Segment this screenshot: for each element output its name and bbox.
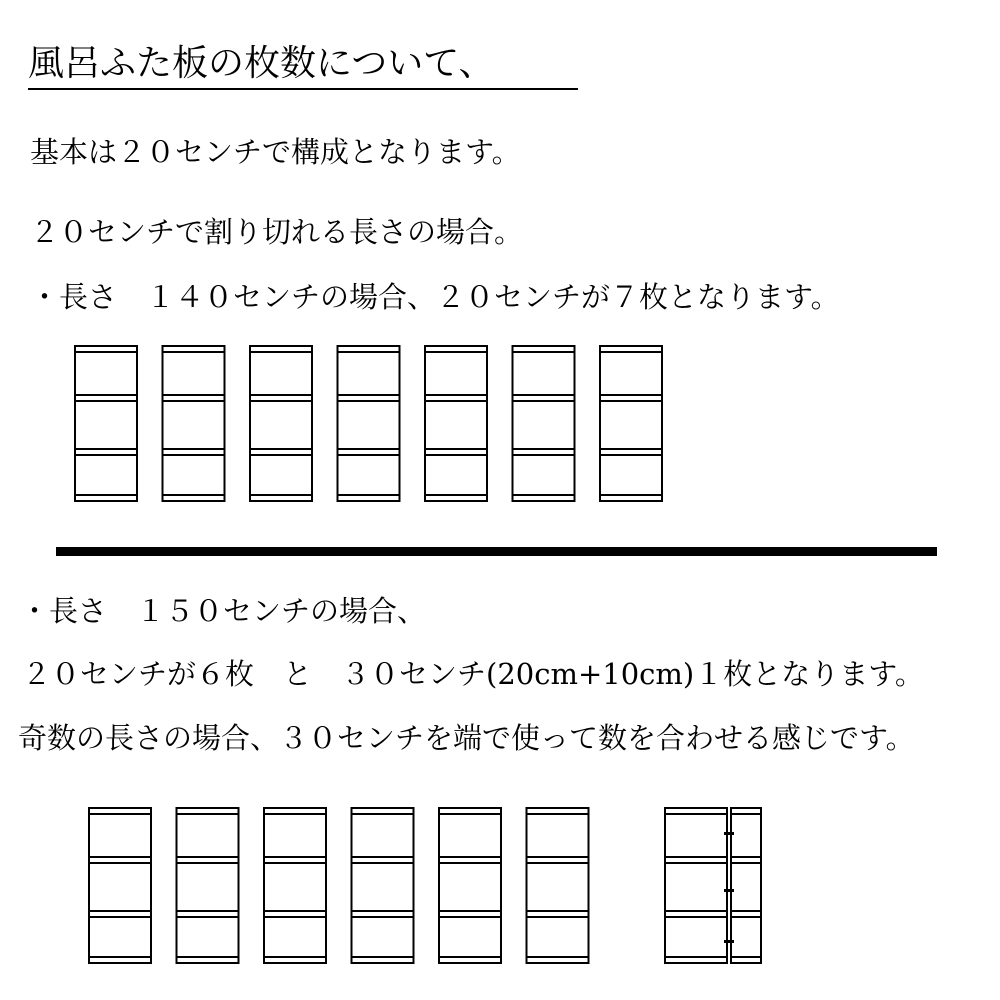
board-20cm: [264, 808, 326, 963]
case-150-detail: ２０センチが６枚 と ３０センチ(20cm+10cm)１枚となります。: [22, 657, 924, 691]
board-20cm: [513, 346, 575, 501]
board-20cm: [338, 346, 400, 501]
hinge-mark: [724, 832, 734, 835]
title-underline: [28, 88, 578, 90]
board-30cm: [665, 808, 761, 963]
case-150-statement: ・長さ １５０センチの場合、: [20, 594, 427, 628]
board-20cm: [527, 808, 589, 963]
hinge-mark: [724, 940, 734, 943]
board-20cm: [163, 346, 225, 501]
case-140-statement: ・長さ １４０センチの場合、２０センチが７枚となります。: [30, 280, 840, 314]
odd-length-note: 奇数の長さの場合、３０センチを端で使って数を合わせる感じです。: [18, 721, 915, 755]
board-20cm: [439, 808, 501, 963]
basic-statement: 基本は２０センチで構成となります。: [30, 135, 521, 169]
section-divider: [56, 547, 937, 556]
hinge-mark: [724, 889, 734, 892]
board-20cm: [250, 346, 312, 501]
board-20cm: [425, 346, 487, 501]
board-20cm: [177, 808, 239, 963]
board-20cm: [75, 346, 137, 501]
diagram-150cm-boards: [0, 802, 800, 972]
diagram-140cm-boards: [0, 340, 700, 510]
divisible-statement: ２０センチで割り切れる長さの場合。: [30, 215, 524, 249]
board-20cm: [352, 808, 414, 963]
board-20cm: [89, 808, 151, 963]
board-20cm: [600, 346, 662, 501]
page-title: 風呂ふた板の枚数について、: [28, 43, 495, 84]
